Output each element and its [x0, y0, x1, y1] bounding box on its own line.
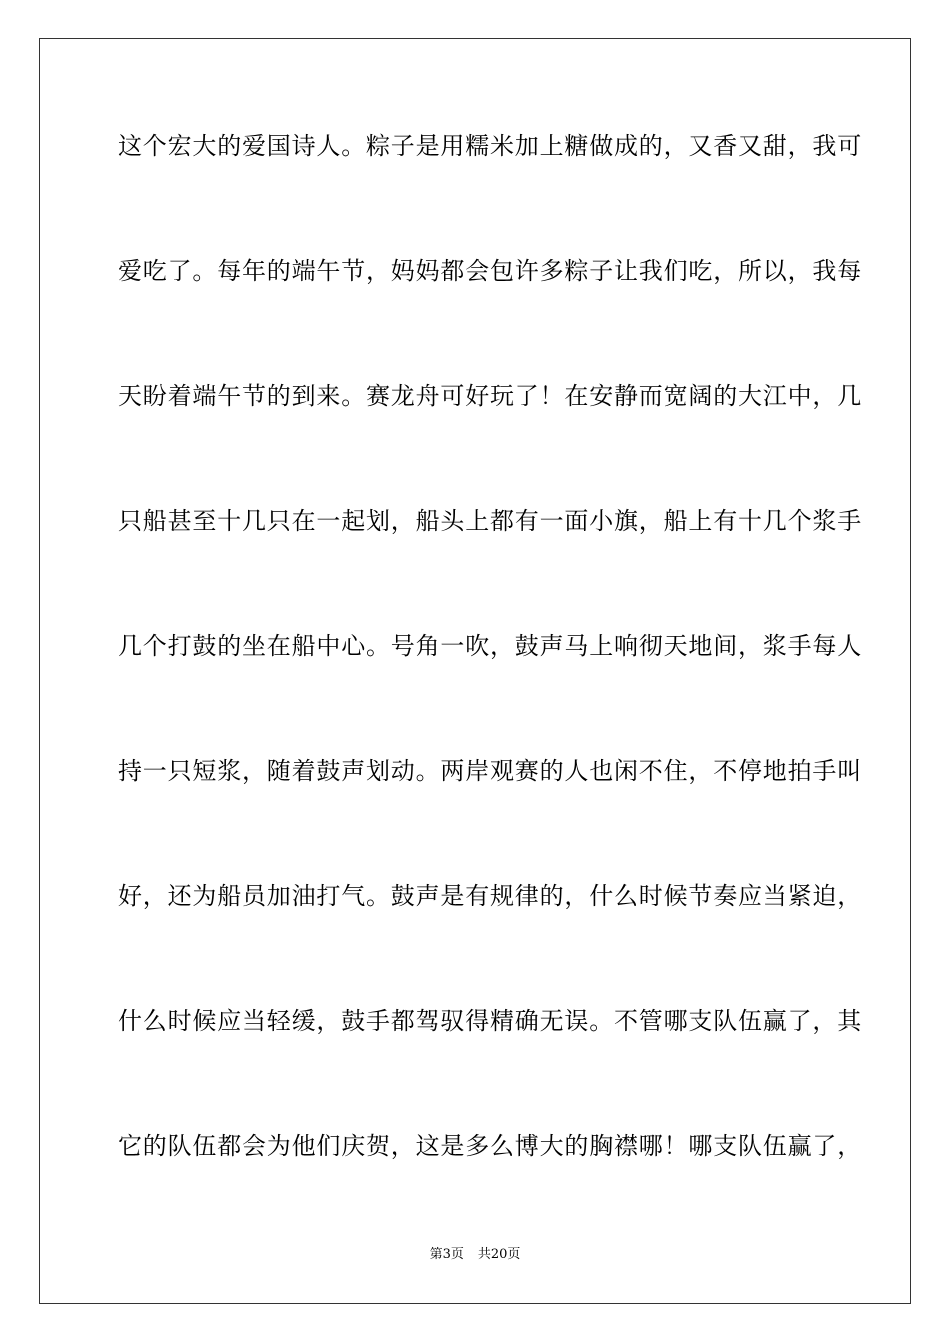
text-line: 只船甚至十几只在一起划，船头上都有一面小旗，船上有十几个浆手: [118, 507, 862, 535]
page-number: 第3页: [429, 1247, 464, 1262]
text-line: 天盼着端午节的到来。赛龙舟可好玩了！在安静而宽阔的大江中，几: [118, 382, 862, 410]
text-line: 这个宏大的爱国诗人。粽子是用糯米加上糖做成的，又香又甜，我可: [118, 132, 862, 160]
text-line: 好，还为船员加油打气。鼓声是有规律的，什么时候节奏应当紧迫，: [118, 882, 862, 910]
text-line: 爱吃了。每年的端午节，妈妈都会包许多粽子让我们吃，所以，我每: [118, 257, 862, 285]
text-line: 它的队伍都会为他们庆贺，这是多么博大的胸襟哪！哪支队伍赢了，: [118, 1132, 862, 1160]
text-line: 几个打鼓的坐在船中心。号角一吹，鼓声马上响彻天地间，浆手每人: [118, 632, 862, 660]
page-footer: [0, 1246, 950, 1264]
page-frame: [39, 38, 911, 1304]
total-pages: 共20页: [477, 1247, 521, 1262]
text-line: 持一只短浆，随着鼓声划动。两岸观赛的人也闲不住，不停地拍手叫: [118, 757, 862, 785]
text-line: 什么时候应当轻缓，鼓手都驾驭得精确无误。不管哪支队伍赢了，其: [118, 1007, 862, 1035]
